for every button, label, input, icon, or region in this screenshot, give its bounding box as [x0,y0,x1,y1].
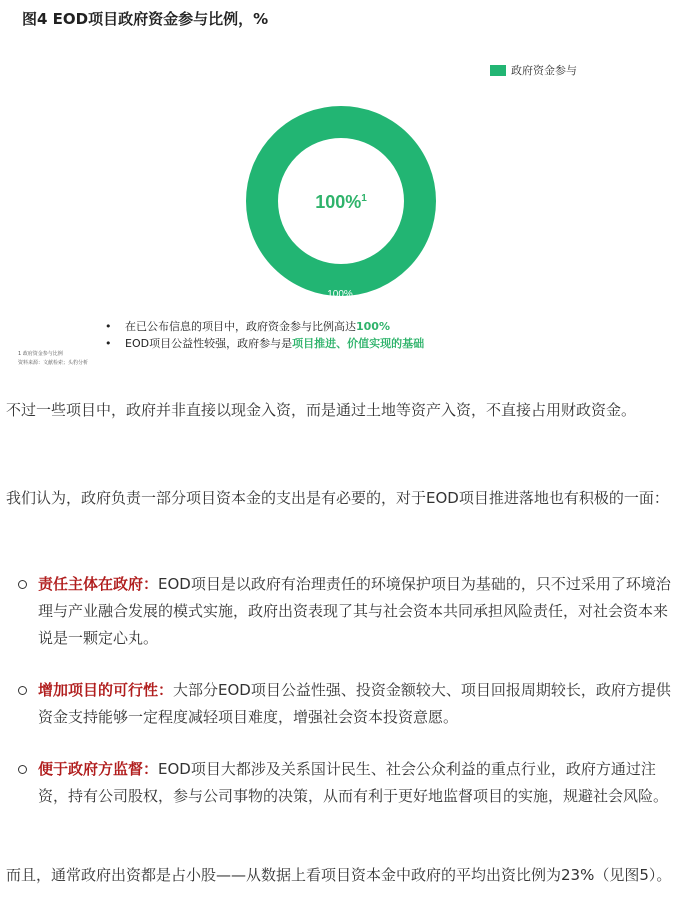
circle-bullet-icon [18,686,27,695]
bullet-dot-icon: • [105,320,112,333]
finding-text: EOD项目公益性较强，政府参与是 [125,337,293,350]
item-body: 大部分EOD项目公益性强、投资金额较大、项目回报周期较长，政府方提供资金支持能够一定程度减轻项目难度，增强社会资本投资意愿。 [38,681,671,726]
list-item [18,571,678,652]
finding-item [105,335,424,352]
finding-highlight: 100% [356,320,390,333]
item-title: 便于政府方监督： [38,760,159,778]
item-title: 责任主体在政府： [38,575,159,593]
figure-notes [18,350,88,368]
source-text: 资料来源：文献检索；头豹分析 [18,360,89,366]
item-title: 增加项目的可行性： [38,681,174,699]
paragraph-1: 不过一些项目中，政府并非直接以现金入资，而是通过土地等资产入资，不直接占用财政资金。 [6,401,637,419]
donut-svg [0,40,685,310]
item-body: EOD项目是以政府有治理责任的环境保护项目为基础的，只不过采用了环境治理与产业融合发展的模式实施，政府出资表现了其与社会资本共同承担风险责任，对社会资本来说是一颗定心丸。 [38,575,671,647]
legend-label: 政府资金参与 [511,64,577,77]
paragraph-2: 我们认为，政府负责一部分项目资本金的支出是有必要的，对于EOD项目推进落地也有积极的一面： [6,489,669,507]
item-body: EOD项目大都涉及关系国计民生、社会公众利益的重点行业，政府方通过注资，持有公司股权，参与公司事物的决策，从而有利于更好地监督项目的实施，规避社会风险。 [38,760,669,805]
key-findings [105,318,424,352]
finding-text: 在已公布信息的项目中，政府资金参与比例高达 [125,320,356,333]
bullet-dot-icon: • [105,337,112,350]
figure-title: 图4 EOD项目政府资金参与比例，% [22,10,269,28]
footnote-text: 1 政府资金参与比例 [18,351,63,357]
legend-swatch [490,65,506,76]
circle-bullet-icon [18,765,27,774]
donut-chart [0,40,685,310]
slice-value-label: 100% [327,289,353,300]
list-item [18,677,678,731]
paragraph-3: 而且，通常政府出资都是占小股——从数据上看项目资本金中政府的平均出资比例为23%（见图5）。 [6,866,672,884]
circle-bullet-icon [18,580,27,589]
finding-highlight: 项目推进、价值实现的基础 [292,337,425,350]
chart-legend [490,62,577,78]
center-value: 100% [315,192,362,212]
center-footnote-mark: 1 [361,193,367,204]
list-item [18,756,678,810]
center-value-label [315,192,367,212]
finding-item [105,318,424,335]
